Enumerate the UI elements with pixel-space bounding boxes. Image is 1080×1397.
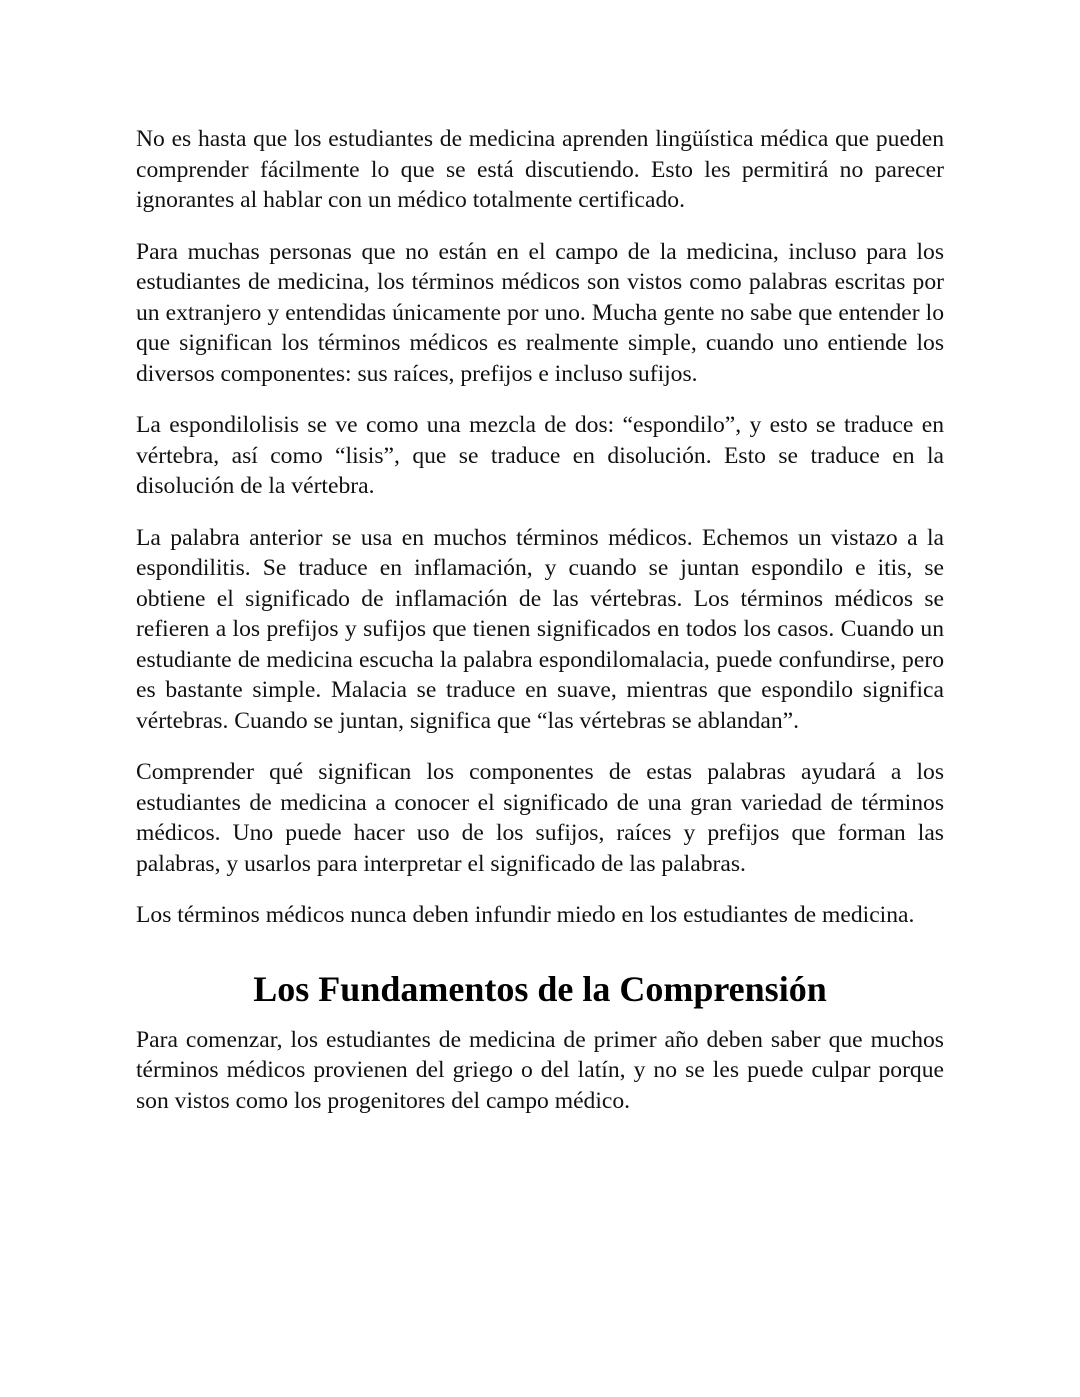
paragraph: Para muchas personas que no están en el campo de la medicina, incluso para los estudiantes de medicina, los términos médicos son vistos como palabras escritas por un extranjero y entendidas únicamente por uno. Mucha gente no sabe que entender lo que significan los términos médicos es realmente simple, cuando uno entiende los diversos componentes: sus raíces, prefijos e incluso sufijos.	[136, 238, 944, 387]
paragraph: La espondilolisis se ve como una mezcla de dos: “espondilo”, y esto se traduce en vértebra, así como “lisis”, que se traduce en disolución. Esto se traduce en la disolución de la vértebra.	[136, 412, 944, 499]
section-heading: Los Fundamentos de la Comprensión	[253, 968, 827, 1009]
paragraph: Los términos médicos nunca deben infundir miedo en los estudiantes de medicina.	[136, 902, 915, 928]
paragraph: Comprender qué significan los componentes de estas palabras ayudará a los estudiantes de medicina a conocer el significado de una gran variedad de términos médicos. Uno puede hacer uso de los sufijos, raíces y prefijos que forman las palabras, y usarlos para interpretar el significado de las palabras.	[136, 759, 944, 877]
paragraph: No es hasta que los estudiantes de medicina aprenden lingüística médica que pueden comprender fácilmente lo que se está discutiendo. Esto les permitirá no parecer ignorantes al hablar con un médico totalmente certificado.	[136, 126, 944, 213]
paragraph: Para comenzar, los estudiantes de medicina de primer año deben saber que muchos términos médicos provienen del griego o del latín, y no se les puede culpar porque son vistos como los progenitores del campo médico.	[136, 1026, 944, 1114]
document-page	[136, 124, 944, 1137]
paragraph: La palabra anterior se usa en muchos términos médicos. Echemos un vistazo a la espondilitis. Se traduce en inflamación, y cuando se juntan espondilo e itis, se obtiene el significado de inflamación de las vértebras. Los términos médicos se refieren a los prefijos y sufijos que tienen significados en todos los casos. Cuando un estudiante de medicina escucha la palabra espondilomalacia, puede confundirse, pero es bastante simple. Malacia se traduce en suave, mientras que espondilo significa vértebras. Cuando se juntan, significa que “las vértebras se ablandan”.	[136, 524, 944, 734]
